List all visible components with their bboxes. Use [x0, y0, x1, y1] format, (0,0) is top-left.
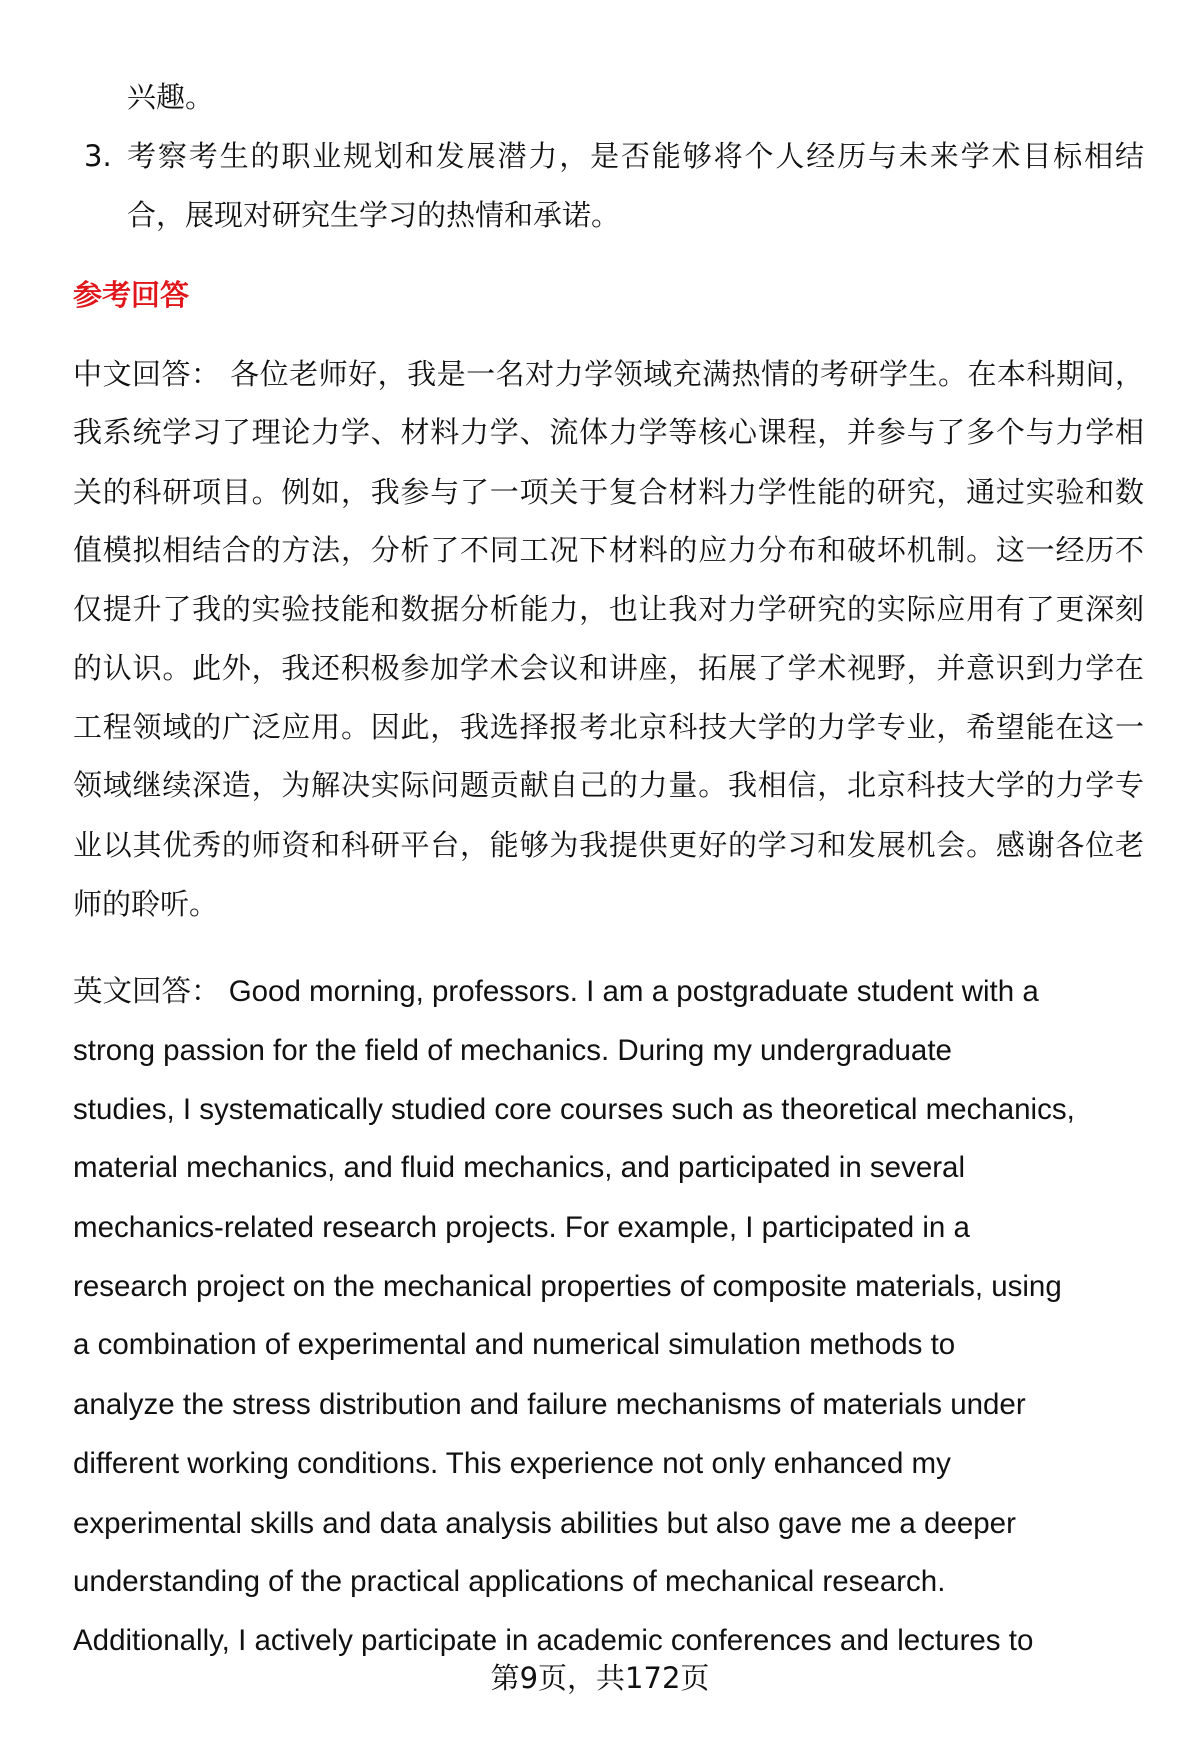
list-item-line: 考察考生的职业规划和发展潜力，是否能够将个人经历与未来学术目标相结 — [127, 139, 1144, 173]
english-answer-line: research project on the mechanical properties of composite materials, using — [73, 1270, 1062, 1303]
english-answer-line: understanding of the practical applications of mechanical research. — [73, 1565, 946, 1598]
section-heading: 参考回答 — [73, 278, 190, 312]
chinese-answer-line: 师的聆听。 — [73, 887, 219, 921]
english-answer-line: experimental skills and data analysis abilities but also gave me a deeper — [73, 1507, 1016, 1540]
english-answer-line: analyze the stress distribution and failure mechanisms of materials under — [73, 1388, 1026, 1421]
list-item-line: 合，展现对研究生学习的热情和承诺。 — [127, 198, 621, 232]
english-answer-line: a combination of experimental and numerical simulation methods to — [73, 1328, 956, 1361]
english-answer-line: studies, I systematically studied core courses such as theoretical mechanics, — [73, 1093, 1075, 1126]
chinese-answer-line: 中文回答： 各位老师好，我是一名对力学领域充满热情的考研学生。在本科期间， — [73, 357, 1144, 391]
chinese-answer-line: 的认识。此外，我还积极参加学术会议和讲座，拓展了学术视野，并意识到力学在 — [73, 651, 1144, 685]
list-number: 3. — [84, 139, 112, 173]
english-answer-line: mechanics-related research projects. For example, I participated in a — [73, 1211, 970, 1244]
chinese-answer-line: 我系统学习了理论力学、材料力学、流体力学等核心课程，并参与了多个与力学相 — [73, 415, 1144, 449]
chinese-answer-line: 关的科研项目。例如，我参与了一项关于复合材料力学性能的研究，通过实验和数 — [73, 475, 1144, 509]
chinese-answer-line: 值模拟相结合的方法，分析了不同工况下材料的应力分布和破坏机制。这一经历不 — [73, 533, 1144, 567]
english-answer-line: 英文回答： Good morning, professors. I am a postgraduate student with a — [73, 975, 1039, 1008]
english-answer-line: different working conditions. This experience not only enhanced my — [73, 1447, 951, 1480]
chinese-answer-line: 领域继续深造，为解决实际问题贡献自己的力量。我相信，北京科技大学的力学专 — [73, 768, 1144, 802]
list-continuation: 兴趣。 — [127, 80, 215, 114]
chinese-answer-line: 业以其优秀的师资和科研平台，能够为我提供更好的学习和发展机会。感谢各位老 — [73, 828, 1144, 862]
chinese-answer-line: 工程领域的广泛应用。因此，我选择报考北京科技大学的力学专业，希望能在这一 — [73, 710, 1144, 744]
english-answer-line: material mechanics, and fluid mechanics, and participated in several — [73, 1151, 966, 1184]
english-answer-line: Additionally, I actively participate in academic conferences and lectures to — [73, 1624, 1034, 1657]
page-number: 第9页，共172页 — [490, 1661, 710, 1695]
english-answer-line: strong passion for the field of mechanics. During my undergraduate — [73, 1034, 952, 1067]
chinese-answer-line: 仅提升了我的实验技能和数据分析能力，也让我对力学研究的实际应用有了更深刻 — [73, 592, 1144, 626]
